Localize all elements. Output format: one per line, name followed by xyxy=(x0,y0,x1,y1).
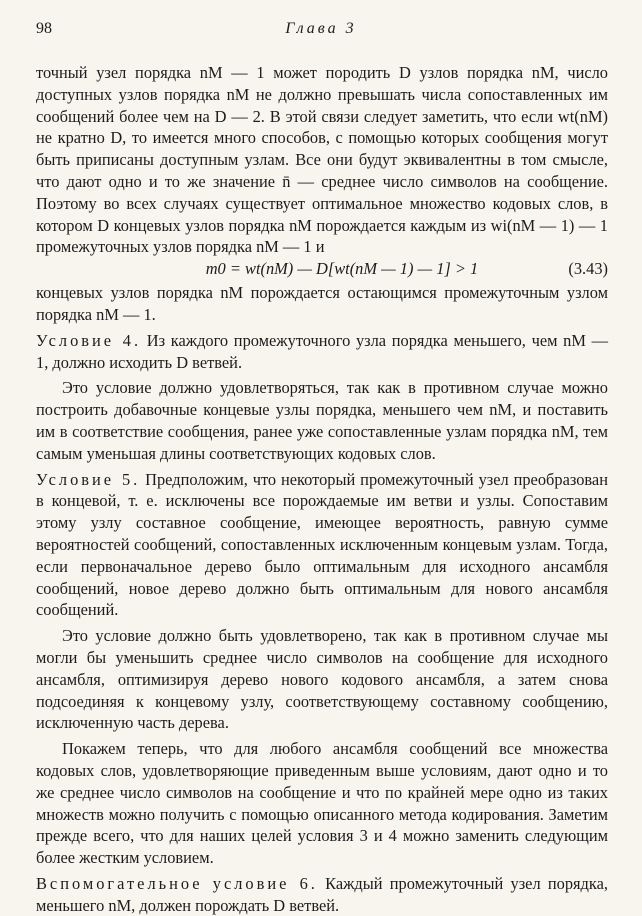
condition-5-text: Предположим, что некоторый промежуточный узел преобразован в концевой, т. е. исключены все порождаемые им ветви и узлы. Сопоставим этому узлу составное сообщение, имеющее вероятность, равную сумме вероятностей сообщений, сопоставленных исключенным концевым узлам. Тогда, если первоначальное дерево было оптимальным для исходного ансамбля сообщений, новое дерево должно быть оптимальным для нового ансамбля сообщений. xyxy=(36,469,608,620)
paragraph-condition-5-explanation: Это условие должно быть удовлетворено, так как в противном случае мы могли бы уменьшить среднее число символов на сообщение для исходного ансамбля, оптимизируя дерево нового кодового ансамбля, а затем снова подсоединяя к концевому узлу, соответствующему составному сообщению, исключенную часть дерева. xyxy=(36,626,608,733)
page-header xyxy=(36,20,606,42)
condition-6 xyxy=(36,873,608,916)
condition-5-label: Условие 5. xyxy=(36,469,141,489)
paragraph-continuation: точный узел порядка nM — 1 может породить D узлов порядка nM, число доступных узлов порядка nM не должно превышать числа сопоставленных им сообщений более чем на D — 2. В этой связи следует заметить, что если wt(nM) не кратно D, то имеется много способов, с помощью которых сообщения могут быть приписаны доступным узлам. Все они будут эквивалентны в том смысле, что дают одно и то же значение n̄ — среднее число символов на сообщение. Поэтому во всех случаях существует оптимальное множество кодовых слов, в котором D концевых узлов порядка nM порождается каждым из wi(nM — 1) — 1 промежуточных узлов порядка nM — 1 и xyxy=(36,63,608,257)
condition-4 xyxy=(36,330,608,374)
body-text xyxy=(36,62,608,916)
condition-6-text: Каждый промежуточный узел порядка, меньшего nM, должен порождать D ветвей. xyxy=(36,873,608,915)
condition-4-text: Из каждого промежуточного узла порядка меньшего, чем nM — 1, должно исходить D ветвей. xyxy=(36,330,608,372)
condition-6-label: Вспомогательное условие 6. xyxy=(36,873,318,893)
equation-3-43 xyxy=(36,258,608,282)
page-number: 98 xyxy=(36,20,52,37)
running-head: Глава 3 xyxy=(285,20,357,37)
condition-4-label: Условие 4. xyxy=(36,330,142,350)
paragraph-terminal-nodes: концевых узлов порядка nM порождается остающимся промежуточным узлом порядка nM — 1. xyxy=(36,283,608,324)
equation-expression: m0 = wt(nM) — D[wt(nM — 1) — 1] > 1 xyxy=(205,259,479,279)
equation-number: (3.43) xyxy=(568,259,608,279)
paragraph-proof-intro: Покажем теперь, что для любого ансамбля сообщений все множества кодовых слов, удовлетворяющие приведенным выше условиям, дают одно и то же среднее число символов на сообщение и что по крайней мере одно из таких множеств можно получить с помощью описанного метода кодирования. Заметим прежде всего, что для наших целей условия 3 и 4 можно заменить следующим более жестким условием. xyxy=(36,739,608,868)
condition-5 xyxy=(36,469,608,622)
paragraph-condition-4-explanation: Это условие должно удовлетворяться, так как в противном случае можно построить добавочные концевые узлы порядка, меньшего чем nM, и поставить им в соответствие сообщения, ранее уже сопоставленные узлам порядка nM, тем самым уменьшая длины соответствующих кодовых слов. xyxy=(36,378,608,463)
